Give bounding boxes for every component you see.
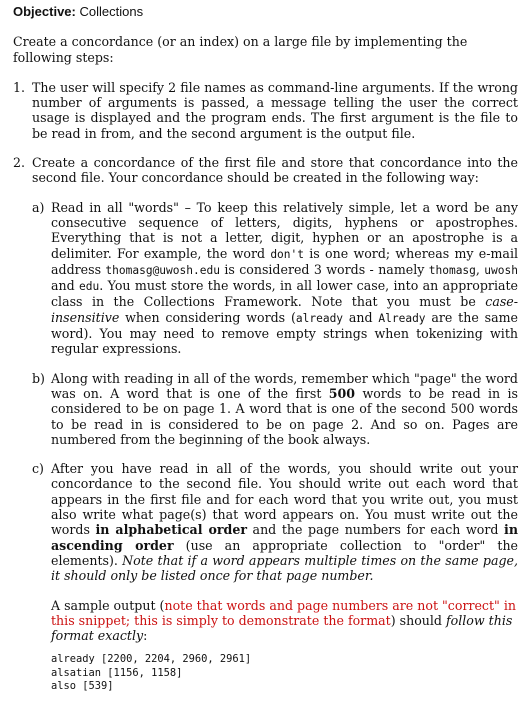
text-run: Read in all "words" – To keep this relatively simple, let a word be any consecutive sequence of letters, digits, hyphens or apostrophes. Everything that is not a letter, digit, hyphen or an apostrophe is a delimiter. For example, the word: [51, 199, 518, 261]
code-Already: Already: [378, 311, 426, 325]
step-2b-letter: b): [32, 370, 45, 386]
text-run: and: [343, 309, 379, 325]
step-2-text: Create a concordance of the first file and store that concordance into the second file. Your concordance should be created in the following way:: [32, 155, 518, 186]
step-2a-text: [51, 200, 518, 357]
text-run: ) should: [390, 612, 446, 628]
text-run: are the same word). You may need to remove empty strings when tokenizing with regular expressions.: [51, 309, 519, 357]
text-run: and: [51, 278, 80, 294]
text-run: After you have read in all of the words, you should write out your concordance to the second file. You should write out each word that appears in the first file and for each word that you write out, you must also write what page(s) that word appears on. You must write out the words: [51, 461, 518, 538]
bold-500: 500: [328, 385, 356, 401]
step-2a-letter: a): [32, 199, 45, 215]
step-2: [13, 155, 518, 694]
objective-heading: [13, 4, 518, 19]
step-2a: [32, 200, 518, 357]
code-thomasg: thomasg: [428, 263, 476, 277]
text-run: is one word; whereas my e-mail address: [51, 245, 518, 277]
bold-ascending: in ascending order: [51, 522, 518, 553]
code-uwosh: uwosh: [484, 263, 518, 277]
intro-paragraph: Create a concordance (or an index) on a large file by implementing the following steps:: [13, 34, 468, 65]
sample-intro: [51, 598, 518, 644]
text-run: is considered 3 words - namely: [219, 261, 429, 277]
text-run: :: [143, 628, 148, 644]
sample-line: alsatian [1156, 1158]: [51, 666, 183, 679]
step-2b-text: [51, 371, 518, 447]
text-run: . You must store the words, in all lower case, into an appropriate class in the Collections Framework. Note that you must be: [51, 278, 518, 310]
red-note: note that words and page numbers are not "correct" in this snippet; this is simply to demonstrate the format: [51, 597, 516, 628]
sample-line: already [2200, 2204, 2960, 2961]: [51, 653, 252, 666]
code-already: already: [295, 311, 344, 325]
note-italic: Note that if a word appears multiple times on the same page, it should only be listed once for that page number.: [51, 552, 518, 584]
step-2b: [32, 371, 518, 447]
sample-output: [51, 653, 518, 694]
document-page: [13, 4, 518, 708]
format-exactly-italic: follow this format exactly: [51, 612, 513, 644]
case-insensitive-emphasis: case-insensitive: [51, 294, 518, 325]
text-run: words to be read in is considered to be on page 1. A word that is one of the second 500 words to be read in is considered to be on page 2. And so on. Pages are numbered from the beginning of the book always.: [51, 385, 518, 447]
step-2c-text: [51, 461, 518, 583]
text-run: Along with reading in all of the words, remember which "page" the word was on. A word that is one of the first: [51, 370, 518, 401]
text-run: and the page numbers for each word: [246, 522, 505, 538]
text-run: A sample output (: [51, 597, 165, 613]
text-run: when considering words (: [119, 309, 296, 325]
code-dont: don't: [270, 247, 304, 261]
text-run: (use an appropriate collection to "order" the elements).: [51, 537, 519, 568]
sample-line: also [539]: [51, 680, 114, 693]
code-edu: edu: [79, 280, 100, 294]
objective-label: Objective:: [13, 4, 76, 19]
step-2c-letter: c): [32, 461, 44, 477]
text-run: ,: [475, 261, 485, 277]
objective-value: Collections: [79, 4, 144, 19]
step-1-text: The user will specify 2 file names as command-line arguments. If the wrong number of arguments is passed, a message telling the user the correct usage is displayed and the program ends. The first argument is the file to be read in from, and the second argument is the output file.: [32, 79, 518, 141]
step-1-number: 1.: [13, 79, 26, 95]
step-1: [13, 80, 518, 141]
step-2c: [32, 461, 518, 694]
code-email: thomasg@uwosh.edu: [105, 263, 220, 277]
step-2-number: 2.: [13, 155, 26, 171]
bold-alphabetical: in alphabetical order: [95, 522, 247, 538]
